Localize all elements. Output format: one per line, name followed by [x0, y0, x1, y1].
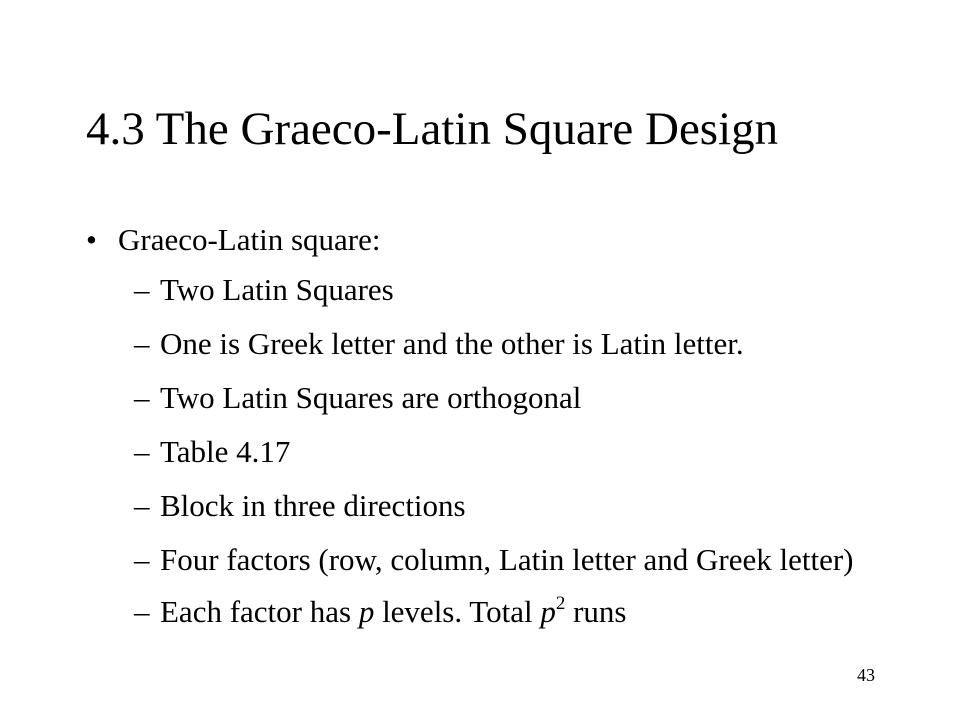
- text-fragment: runs: [565, 594, 627, 629]
- sub-bullet-text: Two Latin Squares are orthogonal: [160, 380, 582, 415]
- sub-bullet-item: [134, 381, 894, 415]
- sub-bullet-text: Table 4.17: [160, 434, 291, 469]
- sub-bullet-text: One is Greek letter and the other is Latin letter.: [160, 326, 744, 361]
- dash-icon: –: [134, 434, 150, 469]
- sub-bullet-item: [134, 489, 894, 523]
- sub-bullet-text: [160, 594, 626, 629]
- page-number: 43: [857, 665, 875, 685]
- dash-icon: –: [134, 542, 150, 577]
- dash-icon: –: [134, 594, 150, 629]
- sub-bullet-text: Four factors (row, column, Latin letter and Greek letter): [160, 542, 854, 577]
- dash-icon: –: [134, 380, 150, 415]
- sub-bullet-item: [134, 273, 894, 307]
- exponent: 2: [555, 593, 566, 614]
- sub-bullet-text: Block in three directions: [160, 488, 466, 523]
- sub-bullet-item: [134, 435, 894, 469]
- text-fragment: Each factor has: [160, 594, 359, 629]
- variable-p: p: [358, 594, 375, 629]
- slide-title: 4.3 The Graeco-Latin Square Design: [86, 103, 779, 155]
- sub-bullet-list: [134, 273, 894, 649]
- dash-icon: –: [134, 488, 150, 523]
- dash-icon: –: [134, 272, 150, 307]
- sub-bullet-text: Two Latin Squares: [160, 272, 394, 307]
- text-fragment: levels. Total: [374, 594, 541, 629]
- main-bullet: [86, 220, 381, 260]
- sub-bullet-item: [134, 595, 894, 629]
- sub-bullet-item: [134, 543, 894, 577]
- sub-bullet-item: [134, 327, 894, 361]
- variable-p: p: [540, 594, 556, 629]
- dash-icon: –: [134, 326, 150, 361]
- main-bullet-text: Graeco-Latin square:: [118, 222, 381, 257]
- bullet-icon: •: [86, 222, 97, 257]
